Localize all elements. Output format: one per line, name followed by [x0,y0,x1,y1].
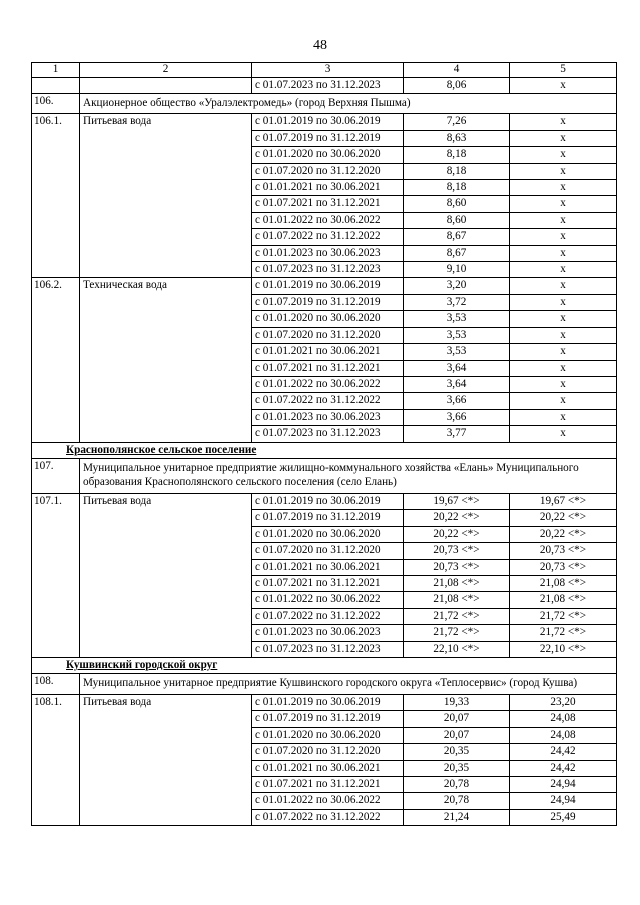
group-label: Питьевая вода [80,114,252,278]
period-cell: с 01.01.2020 по 30.06.2020 [252,311,404,327]
tariff-vat-value-cell: 21,08 <*> [510,592,617,608]
column-header: 1 [32,63,80,78]
period-cell: с 01.07.2019 по 31.12.2019 [252,130,404,146]
tariff-value-cell: 21,72 <*> [404,625,510,641]
tariff-row [32,114,617,130]
period-cell: с 01.07.2023 по 31.12.2023 [252,641,404,657]
period-cell: с 01.07.2021 по 31.12.2021 [252,776,404,792]
period-cell: с 01.01.2019 по 30.06.2019 [252,694,404,710]
period-cell: с 01.07.2022 по 31.12.2022 [252,608,404,624]
period-cell: с 01.01.2022 по 30.06.2022 [252,793,404,809]
tariff-value-cell: 20,07 [404,727,510,743]
organization-name: Муниципальное унитарное предприятие жилищно-коммунального хозяйства «Елань» Муниципального образования Краснополянского сельского поселения (село Елань) [80,458,617,493]
period-cell: с 01.01.2020 по 30.06.2020 [252,727,404,743]
period-cell: с 01.07.2020 по 31.12.2020 [252,744,404,760]
organization-name: Акционерное общество «Уралэлектромедь» (город Верхняя Пышма) [80,93,617,114]
tariff-row [32,694,617,710]
tariff-value-cell: 21,72 <*> [404,608,510,624]
tariff-vat-value-cell: х [510,245,617,261]
tariff-value-cell: 3,64 [404,376,510,392]
tariff-vat-value-cell: х [510,376,617,392]
period-cell: с 01.07.2020 по 31.12.2020 [252,543,404,559]
tariff-value-cell: 3,53 [404,344,510,360]
tariff-value-cell: 3,53 [404,311,510,327]
organization-row [32,458,617,493]
tariff-vat-value-cell: х [510,311,617,327]
tariff-vat-value-cell: х [510,278,617,294]
organization-code: 107. [32,458,80,493]
tariff-value-cell: 20,73 <*> [404,543,510,559]
tariff-value-cell: 19,67 <*> [404,493,510,509]
tariff-vat-value-cell: х [510,147,617,163]
organization-code: 108. [32,674,80,695]
tariff-vat-value-cell: х [510,130,617,146]
tariff-vat-value-cell: х [510,114,617,130]
tariff-value-cell: 20,35 [404,744,510,760]
group-label: Питьевая вода [80,493,252,657]
tariff-vat-value-cell: 20,73 <*> [510,559,617,575]
tariff-value-cell: 3,77 [404,426,510,442]
period-cell: с 01.01.2022 по 30.06.2022 [252,592,404,608]
tariff-vat-value-cell: 21,72 <*> [510,625,617,641]
column-header-row [32,63,617,78]
tariff-vat-value-cell: 23,20 [510,694,617,710]
tariff-vat-value-cell: х [510,294,617,310]
tariff-vat-value-cell: 20,73 <*> [510,543,617,559]
tariff-value-cell: 21,08 <*> [404,592,510,608]
tariff-value-cell: 20,35 [404,760,510,776]
tariff-value-cell: 8,18 [404,163,510,179]
organization-row [32,674,617,695]
column-header: 4 [404,63,510,78]
period-cell: с 01.01.2023 по 30.06.2023 [252,409,404,425]
period-cell: с 01.01.2020 по 30.06.2020 [252,147,404,163]
period-cell: с 01.01.2019 по 30.06.2019 [252,493,404,509]
tariff-vat-value-cell: 24,42 [510,760,617,776]
tariff-vat-value-cell: 24,94 [510,793,617,809]
tariff-vat-value-cell: х [510,262,617,278]
section-row [32,658,617,674]
section-title: Краснополянское сельское поселение [32,442,617,458]
row-code-cell [32,77,80,93]
tariff-vat-value-cell: 24,08 [510,727,617,743]
tariff-value-cell: 3,66 [404,393,510,409]
tariff-value-cell: 20,07 [404,711,510,727]
tariff-vat-value-cell: 24,08 [510,711,617,727]
tariff-vat-value-cell: 25,49 [510,809,617,825]
tariff-value-cell: 21,08 <*> [404,575,510,591]
tariff-vat-value-cell: 21,72 <*> [510,608,617,624]
tariff-value-cell: 3,53 [404,327,510,343]
continuation-row [32,77,617,93]
group-code: 108.1. [32,694,80,825]
period-cell: с 01.07.2023 по 31.12.2023 [252,77,404,93]
tariff-value-cell: 20,78 [404,793,510,809]
tariff-vat-value-cell: х [510,229,617,245]
tariff-vat-value-cell: х [510,163,617,179]
tariff-value-cell: 8,63 [404,130,510,146]
tariff-vat-value-cell: 22,10 <*> [510,641,617,657]
period-cell: с 01.07.2021 по 31.12.2021 [252,196,404,212]
period-cell: с 01.01.2022 по 30.06.2022 [252,212,404,228]
tariff-value-cell: 3,72 [404,294,510,310]
tariff-vat-value-cell: 20,22 <*> [510,510,617,526]
tariff-value-cell: 20,78 [404,776,510,792]
organization-code: 106. [32,93,80,114]
column-header: 5 [510,63,617,78]
tariff-value-cell: 3,20 [404,278,510,294]
period-cell: с 01.07.2019 по 31.12.2019 [252,294,404,310]
period-cell: с 01.01.2022 по 30.06.2022 [252,376,404,392]
tariff-value-cell: 8,18 [404,180,510,196]
period-cell: с 01.01.2019 по 30.06.2019 [252,278,404,294]
tariff-row [32,493,617,509]
period-cell: с 01.01.2023 по 30.06.2023 [252,245,404,261]
group-label: Питьевая вода [80,694,252,825]
tariff-value-cell: 21,24 [404,809,510,825]
tariff-value-cell: 7,26 [404,114,510,130]
period-cell: с 01.01.2020 по 30.06.2020 [252,526,404,542]
period-cell: с 01.07.2020 по 31.12.2020 [252,327,404,343]
group-code: 106.1. [32,114,80,278]
tariff-value-cell: 22,10 <*> [404,641,510,657]
organization-row [32,93,617,114]
period-cell: с 01.07.2019 по 31.12.2019 [252,711,404,727]
tariff-value-cell: 3,66 [404,409,510,425]
period-cell: с 01.07.2020 по 31.12.2020 [252,163,404,179]
tariff-vat-value-cell: х [510,360,617,376]
period-cell: с 01.07.2021 по 31.12.2021 [252,360,404,376]
tariff-vat-value-cell: х [510,344,617,360]
group-code: 107.1. [32,493,80,657]
section-row [32,442,617,458]
tariff-vat-value-cell: х [510,77,617,93]
group-label: Техническая вода [80,278,252,442]
tariff-value-cell: 20,22 <*> [404,510,510,526]
section-title: Кушвинский городской округ [32,658,617,674]
group-code: 106.2. [32,278,80,442]
tariff-value-cell: 8,67 [404,245,510,261]
tariff-value-cell: 19,33 [404,694,510,710]
period-cell: с 01.01.2021 по 30.06.2021 [252,180,404,196]
period-cell: с 01.01.2021 по 30.06.2021 [252,344,404,360]
period-cell: с 01.01.2023 по 30.06.2023 [252,625,404,641]
tariff-table [31,62,617,826]
column-header: 3 [252,63,404,78]
tariff-value-cell: 8,60 [404,196,510,212]
tariff-value-cell: 20,22 <*> [404,526,510,542]
period-cell: с 01.01.2019 по 30.06.2019 [252,114,404,130]
column-header: 2 [80,63,252,78]
tariff-value-cell: 8,06 [404,77,510,93]
period-cell: с 01.07.2022 по 31.12.2022 [252,393,404,409]
period-cell: с 01.07.2022 по 31.12.2022 [252,809,404,825]
period-cell: с 01.07.2021 по 31.12.2021 [252,575,404,591]
tariff-vat-value-cell: х [510,212,617,228]
tariff-vat-value-cell: 21,08 <*> [510,575,617,591]
organization-name: Муниципальное унитарное предприятие Кушвинского городского округа «Теплосервис» (город Кушва) [80,674,617,695]
period-cell: с 01.07.2022 по 31.12.2022 [252,229,404,245]
tariff-value-cell: 9,10 [404,262,510,278]
tariff-vat-value-cell: 19,67 <*> [510,493,617,509]
tariff-value-cell: 3,64 [404,360,510,376]
tariff-vat-value-cell: х [510,393,617,409]
tariff-vat-value-cell: х [510,180,617,196]
period-cell: с 01.07.2023 по 31.12.2023 [252,426,404,442]
tariff-vat-value-cell: 24,42 [510,744,617,760]
tariff-value-cell: 8,18 [404,147,510,163]
tariff-table-body [32,63,617,826]
page-number: 48 [313,38,327,53]
row-label-cell [80,77,252,93]
tariff-value-cell: 8,60 [404,212,510,228]
tariff-vat-value-cell: 24,94 [510,776,617,792]
period-cell: с 01.07.2023 по 31.12.2023 [252,262,404,278]
period-cell: с 01.07.2019 по 31.12.2019 [252,510,404,526]
tariff-vat-value-cell: х [510,426,617,442]
period-cell: с 01.01.2021 по 30.06.2021 [252,559,404,575]
period-cell: с 01.01.2021 по 30.06.2021 [252,760,404,776]
tariff-vat-value-cell: х [510,409,617,425]
tariff-row [32,278,617,294]
tariff-value-cell: 20,73 <*> [404,559,510,575]
tariff-vat-value-cell: х [510,327,617,343]
tariff-vat-value-cell: 20,22 <*> [510,526,617,542]
tariff-vat-value-cell: х [510,196,617,212]
tariff-value-cell: 8,67 [404,229,510,245]
